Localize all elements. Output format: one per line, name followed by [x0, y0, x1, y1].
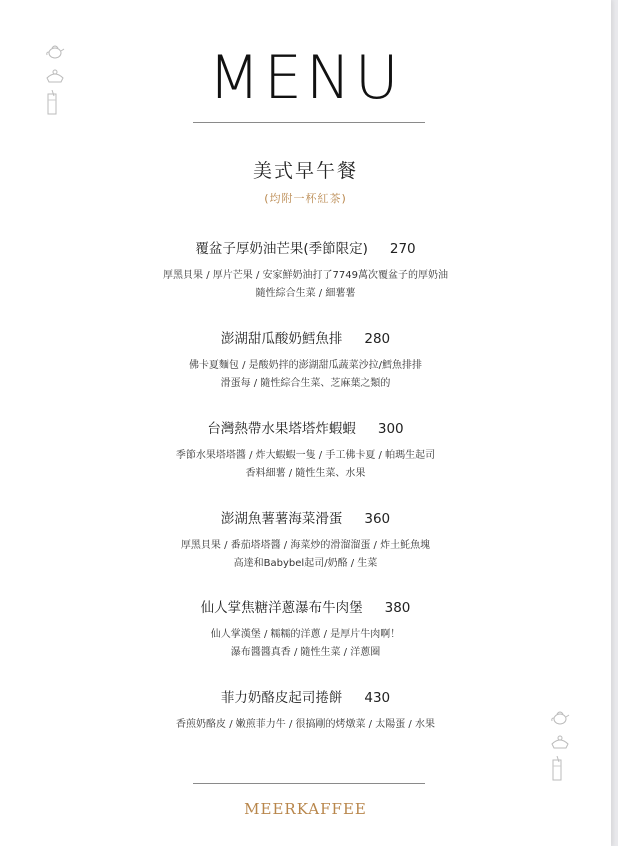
menu-item-price: 300: [377, 421, 404, 437]
menu-title: MENU: [208, 43, 403, 113]
menu-item-header: [0, 510, 611, 528]
divider-top: [193, 122, 425, 123]
menu-item-name: 覆盆子厚奶油芒果(季節限定): [195, 241, 368, 257]
menu-item-desc-line: 厚黑貝果 / 厚片芒果 / 安家鮮奶油打了7749萬次覆盆子的厚奶油: [163, 270, 448, 281]
menu-item-desc-line: 厚黑貝果 / 番茄塔塔醬 / 海菜炒的滑溜溜蛋 / 炸土魠魚塊: [180, 540, 431, 551]
menu-item-header: [0, 240, 611, 258]
menu-item-name: 台灣熱帶水果塔塔炸蝦蝦: [207, 421, 356, 437]
drink-glass-icon: [550, 756, 572, 782]
menu-item: [0, 689, 611, 734]
section-note: (均附一杯紅茶): [264, 192, 347, 205]
menu-item-name: 澎湖甜瓜酸奶鱈魚排: [220, 331, 343, 347]
menu-item-header: [0, 689, 611, 707]
menu-item-header: [0, 330, 611, 348]
section-title: 美式早午餐: [252, 160, 358, 182]
menu-item-desc-line: 滑蛋每 / 隨性綜合生菜、芝麻葉之類的: [220, 378, 391, 389]
menu-item: [0, 599, 611, 662]
menu-item-price: 280: [364, 331, 391, 347]
menu-item: [0, 240, 611, 303]
menu-item-header: [0, 599, 611, 617]
cake-icon: [550, 732, 572, 750]
menu-item-name: 澎湖魚薯薯海菜滑蛋: [220, 511, 343, 527]
menu-item-price: 430: [364, 690, 391, 706]
menu-item-header: [0, 420, 611, 438]
menu-item-desc-line: 瀑布醬醬真香 / 隨性生菜 / 洋蔥圈: [230, 647, 381, 658]
menu-item-desc-line: 季節水果塔塔醬 / 炸大蝦蝦一隻 / 手工佛卡夏 / 帕瑪生起司: [175, 450, 436, 461]
brand-logo-text: MEERKAFFEE: [244, 800, 367, 818]
menu-item-price: 380: [384, 600, 411, 616]
menu-item-desc-line: 隨性綜合生菜 / 細薯薯: [255, 288, 356, 299]
menu-item-desc-line: 香煎奶酪皮 / 嫩煎菲力牛 / 很搞剛的烤燉菜 / 太陽蛋 / 水果: [176, 719, 435, 730]
menu-item: [0, 510, 611, 573]
menu-item-desc-line: 仙人掌漢堡 / 糯糯的洋蔥 / 是厚片牛肉啊！: [210, 629, 401, 640]
divider-bottom: [193, 783, 425, 784]
menu-item-price: 270: [389, 241, 416, 257]
menu-item: [0, 420, 611, 483]
menu-item-price: 360: [364, 511, 391, 527]
menu-item-name: 菲力奶酪皮起司捲餅: [220, 690, 343, 706]
menu-item-name: 仙人掌焦糖洋蔥瀑布牛肉堡: [200, 600, 363, 616]
menu-item-desc-line: 香料細薯 / 隨性生菜、水果: [245, 468, 366, 479]
menu-item-desc-line: 高達和Babybel起司/奶酪 / 生菜: [233, 558, 378, 569]
menu-item: [0, 330, 611, 393]
menu-item-desc-line: 佛卡夏麵包 / 是酸奶拌的澎湖甜瓜蔬菜沙拉/鱈魚排排: [188, 360, 423, 371]
